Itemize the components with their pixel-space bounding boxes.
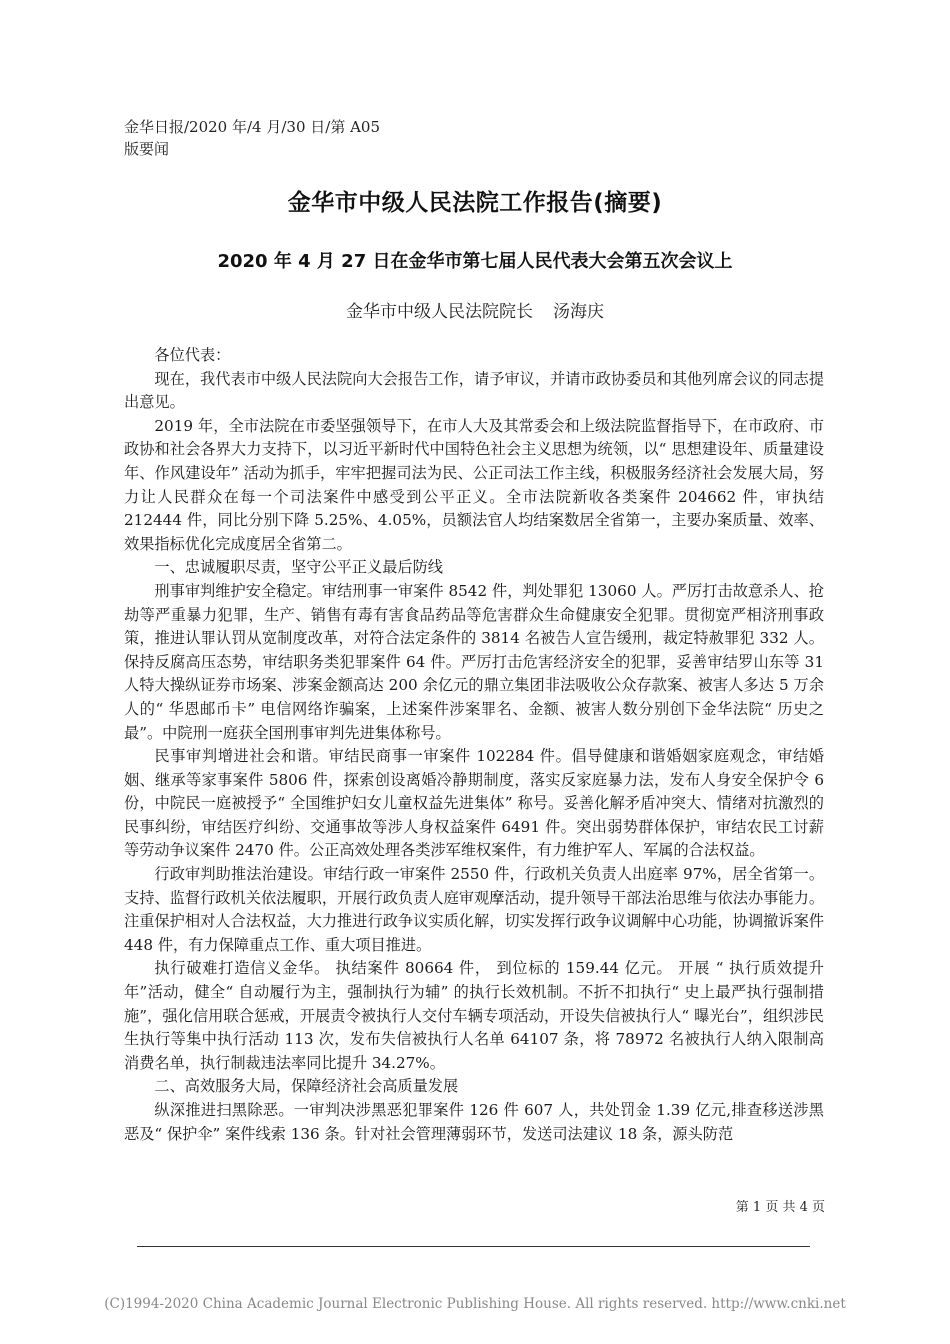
page-number: 第 1 页 共 4 页	[735, 1200, 825, 1215]
report-body	[124, 344, 824, 1146]
source-line-2: 版要闻	[124, 140, 170, 158]
author-line	[0, 297, 950, 322]
paragraph-salutation: 各位代表：	[154, 346, 231, 364]
paragraph: 执行破难打造信义金华。 执结案件 80664 件， 到位标的 159.44 亿元。 开展 “ 执行质效提升年”活动，健全“ 自动履行为主，强制执行为辅” 的执行长效机制。不折不扣执行“ 史上最严执行强制措施”，强化信用联合惩戒，开展责令被执行人交付车辆专项活动，开设失信被执行人“ 曝光台”，组织涉民生执行等集中执行活动 113 次，发布失信被执行人名单 64107 条，将 78972 名被执行人纳入限制高消费名单，执行制裁违法率同比提升 34.27%。	[124, 959, 824, 1072]
report-subtitle: 2020 年 4 月 27 日在金华市第七届人民代表大会第五次会议上	[217, 251, 733, 272]
source-line-1: 金华日报/2020 年/4 月/30 日/第 A05	[124, 118, 381, 136]
section-heading: 一、忠诚履职尽责，坚守公平正义最后防线	[154, 558, 443, 577]
author-position: 金华市中级人民法院院长	[346, 302, 533, 322]
author-name: 汤海庆	[553, 302, 604, 322]
paragraph: 现在，我代表市中级人民法院向大会报告工作，请予审议，并请市政协委员和其他列席会议的同志提出意见。	[124, 369, 824, 412]
copyright-notice: (C)1994-2020 China Academic Journal Electronic Publishing House. All rights reserved. http://www.cnki.net	[104, 1296, 846, 1312]
source-info	[124, 116, 524, 160]
paragraph: 民事审判增进社会和谐。审结民商事一审案件 102284 件。倡导健康和谐婚姻家庭观念，审结婚姻、继承等家事案件 5806 件，探索创设离婚冷静期制度，落实反家庭暴力法，发布人身安全保护令 6 份，中院民一庭被授予“ 全国维护妇女儿童权益先进集体” 称号。妥善化解矛盾冲突大、情绪对抗激烈的民事纠纷，审结医疗纠纷、交通事故等涉人身权益案件 6491 件。突出弱势群体保护，审结农民工讨薪等劳动争议案件 2470 件。公正高效处理各类涉军维权案件，有力维护军人、军属的合法权益。	[124, 747, 824, 860]
paragraph: 2019 年，全市法院在市委坚强领导下，在市人大及其常委会和上级法院监督指导下，在市政府、市政协和社会各界大力支持下，以习近平新时代中国特色社会主义思想为统领，以“ 思想建设年、质量建设年、作风建设年” 活动为抓手，牢牢把握司法为民、公正司法工作主线，积极服务经济社会发展大局，努力让人民群众在每一个司法案件中感受到公平正义。全市法院新收各类案件 204662 件，审执结 212444 件，同比分别下降 5.25%、4.05%，员额法官人均结案数居全省第一，主要办案质量、效率、效果指标优化完成度居全省第二。	[124, 416, 824, 553]
paragraph: 纵深推进扫黑除恶。一审判决涉黑恶犯罪案件 126 件 607 人，共处罚金 1.39 亿元,排查移送涉黑恶及“ 保护伞” 案件线索 136 条。针对社会管理薄弱环节，发送司法建议 18 条，源头防范	[124, 1101, 824, 1143]
report-title: 金华市中级人民法院工作报告(摘要)	[287, 190, 663, 216]
paragraph: 行政审判助推法治建设。审结行政一审案件 2550 件，行政机关负责人出庭率 97%，居全省第一。支持、监督行政机关依法履职，开展行政负责人庭审观摩活动，提升领导干部法治思维与依法办事能力。注重保护相对人合法权益，大力推进行政争议实质化解，切实发挥行政争议调解中心功能，协调撤诉案件 448 件，有力保障重点工作、重大项目推进。	[124, 865, 824, 954]
paragraph: 刑事审判维护安全稳定。审结刑事一审案件 8542 件，判处罪犯 13060 人。严厉打击故意杀人、抢劫等严重暴力犯罪，生产、销售有毒有害食品药品等危害群众生命健康安全犯罪。贯彻宽严相济刑事政策，推进认罪认罚从宽制度改革，对符合法定条件的 3814 名被告人宣告缓刑，裁定特赦罪犯 332 人。保持反腐高压态势，审结职务类犯罪案件 64 件。严厉打击危害经济安全的犯罪，妥善审结罗山东等 31 人特大操纵证券市场案、涉案金额高达 200 余亿元的鼎立集团非法吸收公众存款案、被害人多达 5 万余人的“ 华恩邮币卡” 电信网络诈骗案，上述案件涉案罪名、金额、被害人数分别创下金华法院“ 历史之最”。中院刑一庭获全国刑事审判先进集体称号。	[124, 581, 824, 742]
footer-divider	[137, 1246, 810, 1247]
section-heading: 二、高效服务大局，保障经济社会高质量发展	[154, 1077, 459, 1096]
